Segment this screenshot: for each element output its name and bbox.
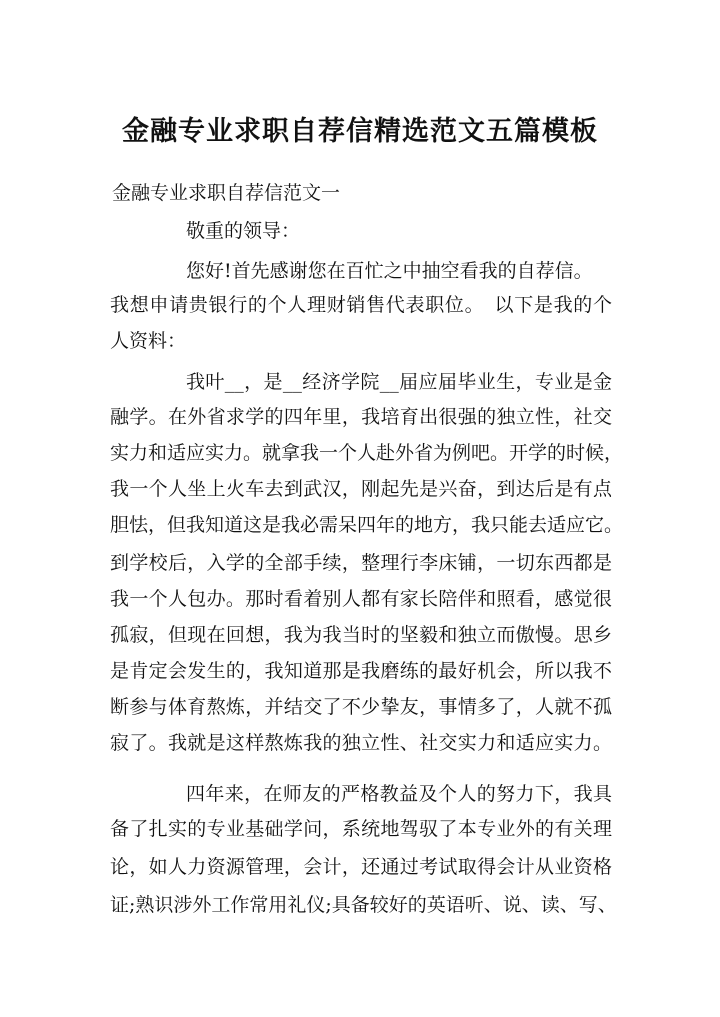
paragraph-line: 您好!首先感谢您在百忙之中抽空看我的自荐信。 bbox=[186, 260, 593, 282]
section-heading: 金融专业求职自荐信范文一 bbox=[112, 182, 341, 204]
paragraph-line: 人资料： bbox=[110, 330, 187, 352]
paragraph-line: 我叶__，是__经济学院__届应届毕业生，专业是金 bbox=[186, 371, 612, 393]
paragraph-line: 是肯定会发生的，我知道那是我磨练的最好机会，所以我不 bbox=[110, 660, 612, 682]
paragraph-line: 证;熟识涉外工作常用礼仪;具备较好的英语听、说、读、写、 bbox=[110, 894, 617, 916]
paragraph-line: 备了扎实的专业基础学问，系统地驾驭了本专业外的有关理 bbox=[110, 818, 612, 840]
paragraph-line: 论，如人力资源管理，会计，还通过考试取得会计从业资格 bbox=[110, 856, 612, 878]
paragraph-line: 到学校后，入学的全部手续，整理行李床铺，一切东西都是 bbox=[110, 552, 612, 574]
paragraph-line: 我一个人包办。那时看着别人都有家长陪伴和照看，感觉很 bbox=[110, 588, 612, 610]
paragraph-line: 孤寂，但现在回想，我为我当时的坚毅和独立而傲慢。思乡 bbox=[110, 624, 612, 646]
paragraph-line: 胆怯，但我知道这是我必需呆四年的地方，我只能去适应它。 bbox=[110, 514, 624, 536]
paragraph-line: 融学。在外省求学的四年里，我培育出很强的独立性，社交 bbox=[110, 406, 612, 428]
paragraph-line: 断参与体育熬炼，并结交了不少挚友，事情多了，人就不孤 bbox=[110, 696, 612, 718]
paragraph-line: 我想申请贵银行的个人理财销售代表职位。 以下是我的个 bbox=[110, 294, 612, 316]
salutation-line: 敬重的领导： bbox=[186, 220, 301, 242]
paragraph-line: 我一个人坐上火车去到武汉，刚起先是兴奋，到达后是有点 bbox=[110, 478, 612, 500]
paragraph-line: 寂了。我就是这样熬炼我的独立性、社交实力和适应实力。 bbox=[110, 732, 612, 754]
paragraph-line: 四年来，在师友的严格教益及个人的努力下，我具 bbox=[186, 783, 612, 805]
paragraph-line: 实力和适应实力。就拿我一个人赴外省为例吧。开学的时候， bbox=[110, 442, 624, 464]
document-title: 金融专业求职自荐信精选范文五篇模板 bbox=[122, 116, 598, 147]
